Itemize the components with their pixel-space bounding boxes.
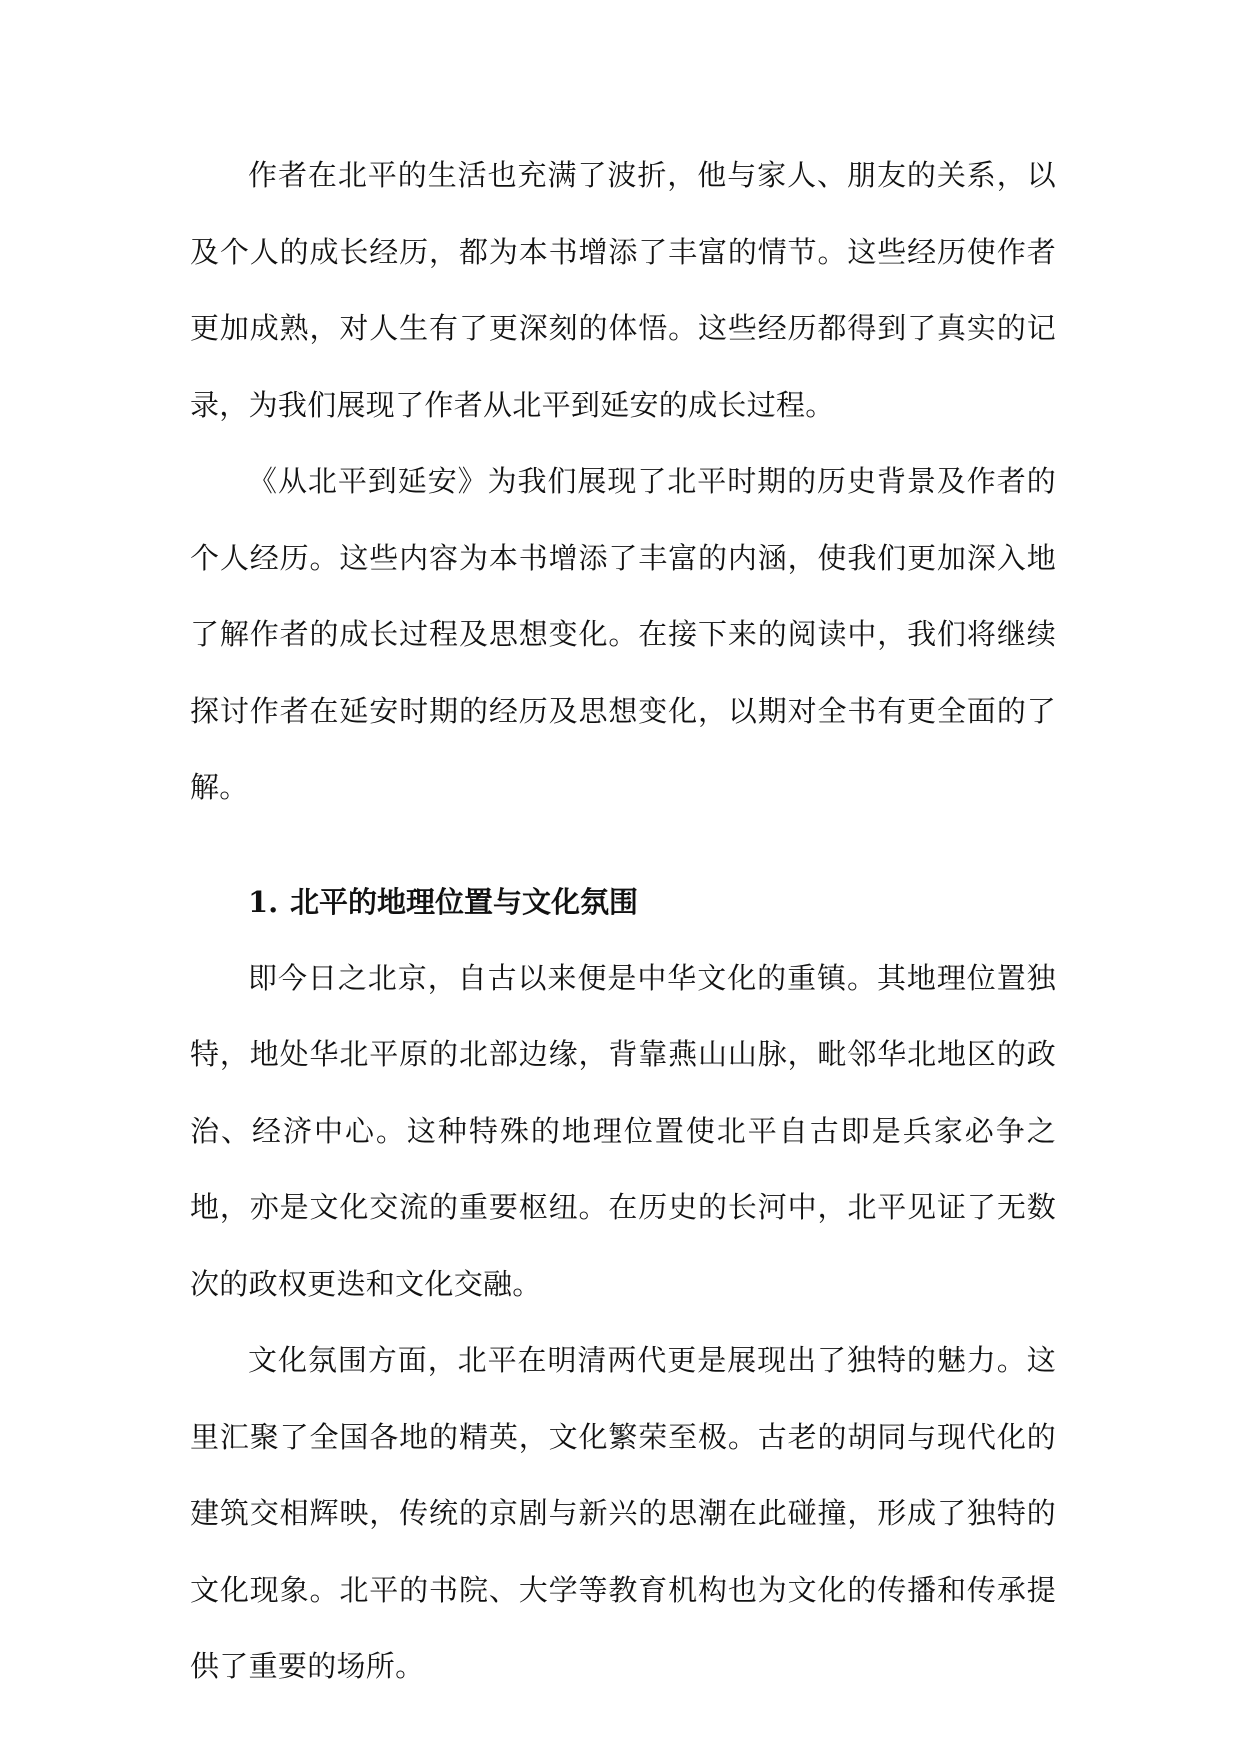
body-paragraph-2: 《从北平到延安》为我们展现了北平时期的历史背景及作者的个人经历。这些内容为本书增添了丰富的内涵，使我们更加深入地了解作者的成长过程及思想变化。在接下来的阅读中，我们将继续探讨作者在延安时期的经历及思想变化，以期对全书有更全面的了解。: [190, 464, 1056, 804]
section-paragraph-2: 文化氛围方面，北平在明清两代更是展现出了独特的魅力。这里汇聚了全国各地的精英，文化繁荣至极。古老的胡同与现代化的建筑交相辉映，传统的京剧与新兴的思潮在此碰撞，形成了独特的文化现象。北平的书院、大学等教育机构也为文化的传播和传承提供了重要的场所。: [190, 1343, 1056, 1683]
section-title: 北平的地理位置与文化氛围: [290, 884, 639, 919]
section-number: 1.: [248, 884, 279, 919]
body-paragraph-1: 作者在北平的生活也充满了波折，他与家人、朋友的关系，以及个人的成长经历，都为本书增添了丰富的情节。这些经历使作者更加成熟，对人生有了更深刻的体悟。这些经历都得到了真实的记录，为我们展现了作者从北平到延安的成长过程。: [190, 158, 1056, 422]
section-paragraph-1: 即今日之北京，自古以来便是中华文化的重镇。其地理位置独特，地处华北平原的北部边缘，背靠燕山山脉，毗邻华北地区的政治、经济中心。这种特殊的地理位置使北平自古即是兵家必争之地，亦是文化交流的重要枢纽。在历史的长河中，北平见证了无数次的政权更迭和文化交融。: [190, 960, 1056, 1301]
document-page: [190, 137, 1056, 1705]
section-heading: [190, 864, 1056, 940]
section-body: [190, 940, 1056, 1705]
